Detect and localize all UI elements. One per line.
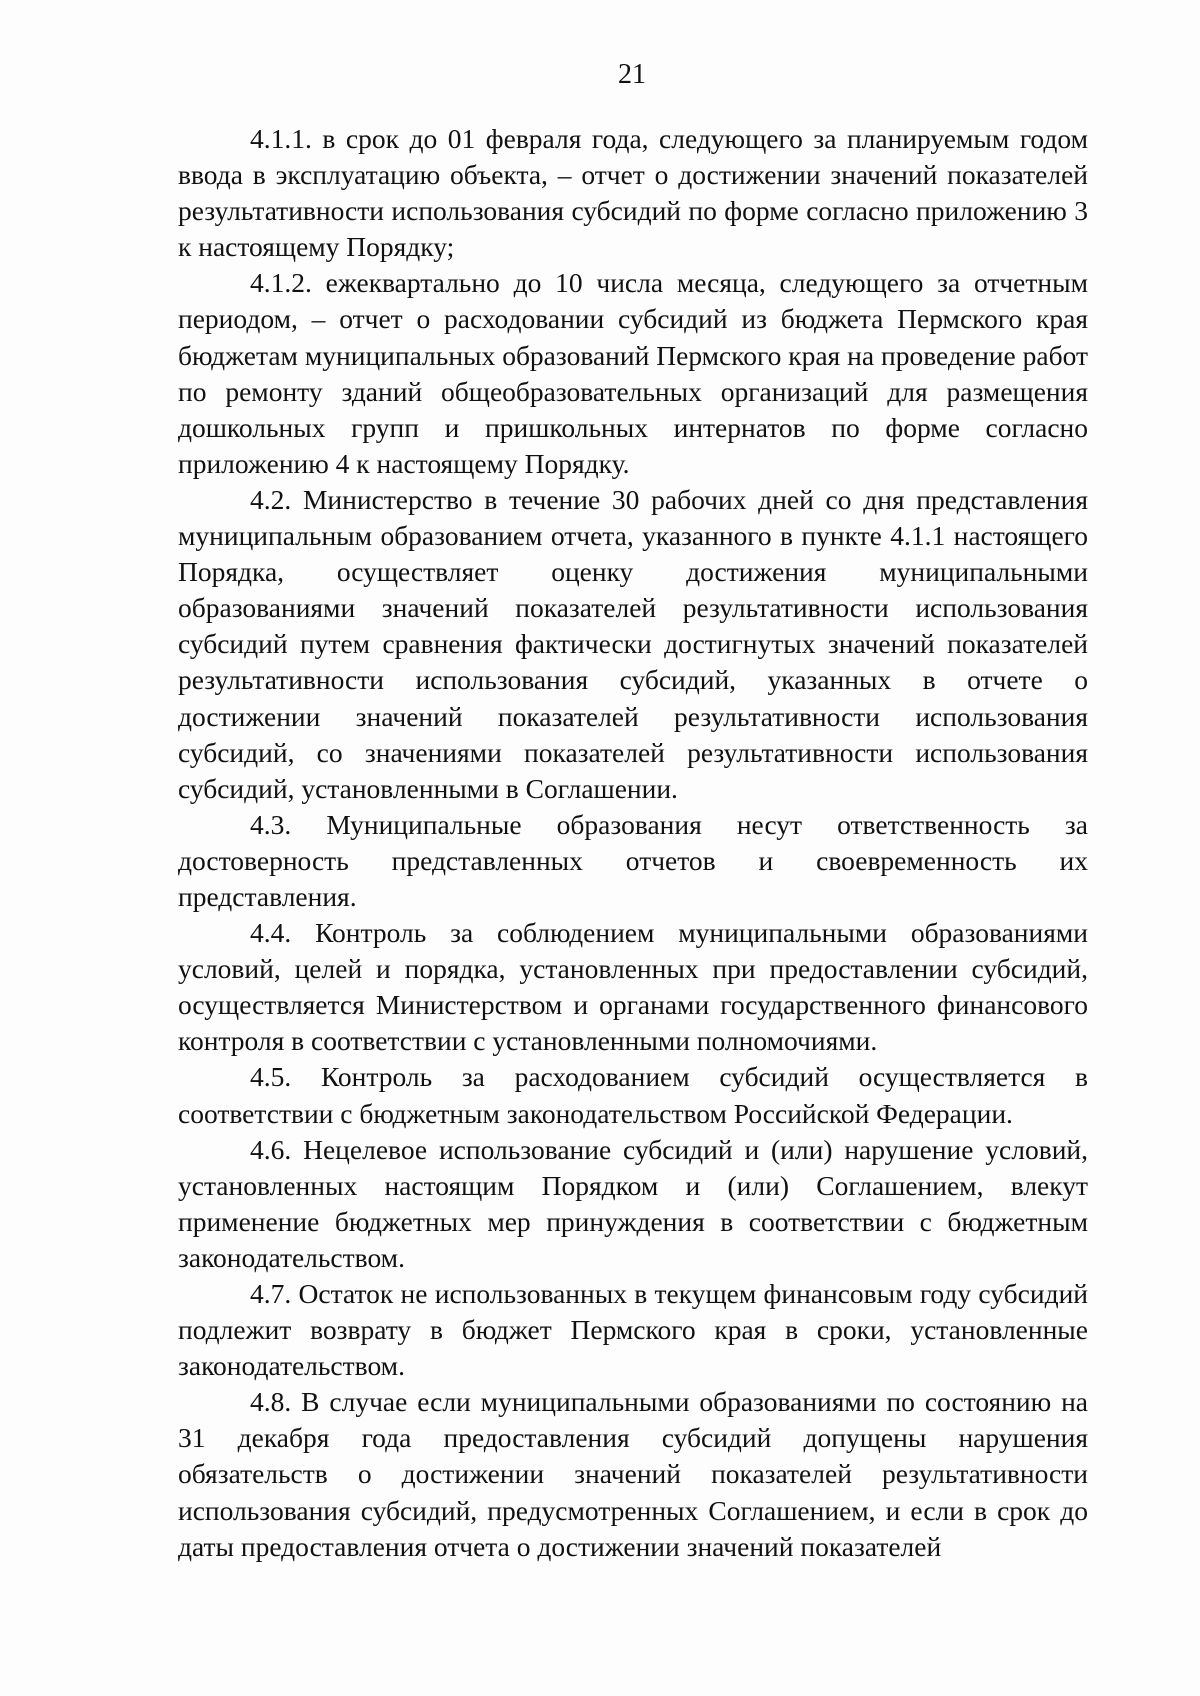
paragraph-4-1-1: 4.1.1. в срок до 01 февраля года, следующего за планируемым годом ввода в эксплуатацию объекта, – отчет о достижении значений показателей результативности использования субсидий по форме согласно приложению 3 к настоящему Порядку; [178,123,1088,263]
paragraph-4-8: 4.8. В случае если муниципальными образованиями по состоянию на 31 декабря года предоставления субсидий допущены нарушения обязательств о достижении значений показателей результативности использования субсидий, предусмотренных Соглашением, и если в срок до даты предоставления отчета о достижении значений показателей [178,1386,1088,1562]
paragraph-4-1-2: 4.1.2. ежеквартально до 10 числа месяца, следующего за отчетным периодом, – отчет о расходовании субсидий из бюджета Пермского края бюджетам муниципальных образований Пермского края на проведение работ по ремонту зданий общеобразовательных организаций для размещения дошкольных групп и пришкольных интернатов по форме согласно приложению 4 к настоящему Порядку. [178,267,1088,479]
page-number: 21 [618,59,646,90]
paragraph-4-3: 4.3. Муниципальные образования несут ответственность за достоверность представленных отчетов и своевременность их представления. [178,808,1088,912]
document-body [178,121,1088,1565]
paragraph-4-6: 4.6. Нецелевое использование субсидий и (или) нарушение условий, установленных настоящим Порядком и (или) Соглашением, влекут применение бюджетных мер принуждения в соответствии с бюджетным законодательством. [178,1133,1088,1273]
paragraph-4-7: 4.7. Остаток не использованных в текущем финансовым году субсидий подлежит возврату в бюджет Пермского края в сроки, установленные законодательством. [178,1278,1088,1382]
paragraph-4-4: 4.4. Контроль за соблюдением муниципальными образованиями условий, целей и порядка, установленных при предоставлении субсидий, осуществляется Министерством и органами государственного финансового контроля в соответствии с установленными полномочиями. [178,917,1088,1057]
paragraph-4-5: 4.5. Контроль за расходованием субсидий осуществляется в соответствии с бюджетным законодательством Российской Федерации. [178,1061,1088,1129]
paragraph-4-2: 4.2. Министерство в течение 30 рабочих дней со дня представления муниципальным образованием отчета, указанного в пункте 4.1.1 настоящего Порядка, осуществляет оценку достижения муниципальными образованиями значений показателей результативности использования субсидий путем сравнения фактически достигнутых значений показателей результативности использования субсидий, указанных в отчете о достижении значений показателей результативности использования субсидий, со значениями показателей результативности использования субсидий, установленными в Соглашении. [178,483,1088,804]
